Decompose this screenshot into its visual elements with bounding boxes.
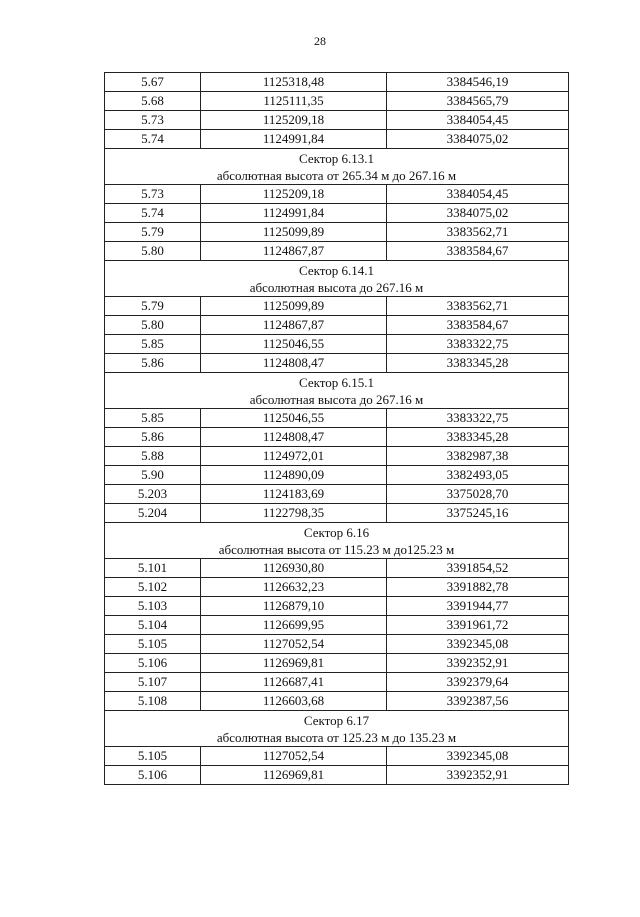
y-coordinate-cell: 3384054,45 [387,111,569,130]
x-coordinate-cell: 1124890,09 [201,466,387,485]
point-number-cell: 5.79 [105,223,201,242]
sector-altitude: абсолютная высота от 265.34 м до 267.16 м [216,168,457,183]
sector-header-cell [105,523,569,559]
y-coordinate-cell: 3383584,67 [387,242,569,261]
point-number-cell: 5.101 [105,559,201,578]
point-number-cell: 5.85 [105,335,201,354]
sector-title: Сектор 6.14.1 [298,263,374,278]
y-coordinate-cell: 3391854,52 [387,559,569,578]
y-coordinate-cell: 3384546,19 [387,73,569,92]
x-coordinate-cell: 1126969,81 [201,766,387,785]
point-number-cell: 5.86 [105,354,201,373]
x-coordinate-cell: 1124972,01 [201,447,387,466]
y-coordinate-cell: 3382493,05 [387,466,569,485]
sector-altitude: абсолютная высота от 125.23 м до 135.23 м [216,730,457,745]
y-coordinate-cell: 3382987,38 [387,447,569,466]
x-coordinate-cell: 1125099,89 [201,297,387,316]
y-coordinate-cell: 3391882,78 [387,578,569,597]
table-row [105,766,569,785]
y-coordinate-cell: 3375028,70 [387,485,569,504]
x-coordinate-cell: 1124991,84 [201,130,387,149]
x-coordinate-cell: 1126969,81 [201,654,387,673]
x-coordinate-cell: 1126699,95 [201,616,387,635]
point-number-cell: 5.203 [105,485,201,504]
point-number-cell: 5.73 [105,111,201,130]
x-coordinate-cell: 1122798,35 [201,504,387,523]
table-row [105,130,569,149]
x-coordinate-cell: 1125111,35 [201,92,387,111]
sector-altitude: абсолютная высота до 267.16 м [249,280,424,295]
point-number-cell: 5.106 [105,654,201,673]
table-row [105,242,569,261]
sector-header-row [105,261,569,297]
x-coordinate-cell: 1125046,55 [201,335,387,354]
table-row [105,673,569,692]
table-row [105,616,569,635]
table-row [105,409,569,428]
sector-altitude: абсолютная высота от 115.23 м до125.23 м [218,542,455,557]
y-coordinate-cell: 3392352,91 [387,654,569,673]
point-number-cell: 5.80 [105,316,201,335]
table-row [105,597,569,616]
table-row [105,504,569,523]
point-number-cell: 5.86 [105,428,201,447]
y-coordinate-cell: 3383322,75 [387,335,569,354]
x-coordinate-cell: 1125209,18 [201,111,387,130]
x-coordinate-cell: 1126930,80 [201,559,387,578]
x-coordinate-cell: 1125099,89 [201,223,387,242]
y-coordinate-cell: 3384075,02 [387,130,569,149]
x-coordinate-cell: 1124808,47 [201,428,387,447]
y-coordinate-cell: 3392345,08 [387,747,569,766]
y-coordinate-cell: 3384565,79 [387,92,569,111]
table-row [105,92,569,111]
point-number-cell: 5.67 [105,73,201,92]
table-row [105,466,569,485]
point-number-cell: 5.90 [105,466,201,485]
y-coordinate-cell: 3383322,75 [387,409,569,428]
sector-header-cell [105,149,569,185]
point-number-cell: 5.204 [105,504,201,523]
table-row [105,316,569,335]
point-number-cell: 5.74 [105,130,201,149]
y-coordinate-cell: 3383562,71 [387,297,569,316]
point-number-cell: 5.79 [105,297,201,316]
y-coordinate-cell: 3392352,91 [387,766,569,785]
sector-title: Сектор 6.15.1 [298,375,374,390]
table-row [105,111,569,130]
sector-header-row [105,373,569,409]
x-coordinate-cell: 1125209,18 [201,185,387,204]
y-coordinate-cell: 3384075,02 [387,204,569,223]
point-number-cell: 5.107 [105,673,201,692]
x-coordinate-cell: 1124867,87 [201,242,387,261]
table-row [105,692,569,711]
point-number-cell: 5.68 [105,92,201,111]
x-coordinate-cell: 1124808,47 [201,354,387,373]
table-row [105,185,569,204]
table-row [105,635,569,654]
point-number-cell: 5.85 [105,409,201,428]
sector-header-row [105,711,569,747]
point-number-cell: 5.105 [105,747,201,766]
sector-title: Сектор 6.16 [303,525,370,540]
table-row [105,485,569,504]
x-coordinate-cell: 1125046,55 [201,409,387,428]
point-number-cell: 5.102 [105,578,201,597]
x-coordinate-cell: 1124183,69 [201,485,387,504]
y-coordinate-cell: 3392345,08 [387,635,569,654]
y-coordinate-cell: 3391961,72 [387,616,569,635]
table-row [105,447,569,466]
coordinates-table [104,72,569,785]
sector-altitude: абсолютная высота до 267.16 м [249,392,424,407]
sector-header-cell [105,373,569,409]
y-coordinate-cell: 3383345,28 [387,354,569,373]
x-coordinate-cell: 1126603,68 [201,692,387,711]
point-number-cell: 5.88 [105,447,201,466]
y-coordinate-cell: 3375245,16 [387,504,569,523]
y-coordinate-cell: 3392379,64 [387,673,569,692]
table-row [105,335,569,354]
x-coordinate-cell: 1125318,48 [201,73,387,92]
table-row [105,654,569,673]
point-number-cell: 5.73 [105,185,201,204]
point-number-cell: 5.103 [105,597,201,616]
y-coordinate-cell: 3383345,28 [387,428,569,447]
table-row [105,354,569,373]
sector-title: Сектор 6.13.1 [298,151,374,166]
point-number-cell: 5.104 [105,616,201,635]
sector-header-row [105,523,569,559]
x-coordinate-cell: 1126632,23 [201,578,387,597]
table-row [105,73,569,92]
table-row [105,578,569,597]
table-row [105,223,569,242]
point-number-cell: 5.108 [105,692,201,711]
table-row [105,297,569,316]
x-coordinate-cell: 1126879,10 [201,597,387,616]
y-coordinate-cell: 3384054,45 [387,185,569,204]
y-coordinate-cell: 3392387,56 [387,692,569,711]
x-coordinate-cell: 1127052,54 [201,747,387,766]
sector-header-cell [105,261,569,297]
sector-header-row [105,149,569,185]
x-coordinate-cell: 1126687,41 [201,673,387,692]
sector-header-cell [105,711,569,747]
x-coordinate-cell: 1124991,84 [201,204,387,223]
point-number-cell: 5.106 [105,766,201,785]
x-coordinate-cell: 1127052,54 [201,635,387,654]
point-number-cell: 5.80 [105,242,201,261]
y-coordinate-cell: 3383562,71 [387,223,569,242]
x-coordinate-cell: 1124867,87 [201,316,387,335]
table-row [105,204,569,223]
page-number: 28 [314,34,326,48]
y-coordinate-cell: 3391944,77 [387,597,569,616]
y-coordinate-cell: 3383584,67 [387,316,569,335]
sector-title: Сектор 6.17 [303,713,370,728]
table-row [105,428,569,447]
point-number-cell: 5.105 [105,635,201,654]
coordinates-table-body [105,73,569,785]
point-number-cell: 5.74 [105,204,201,223]
table-row [105,747,569,766]
table-row [105,559,569,578]
